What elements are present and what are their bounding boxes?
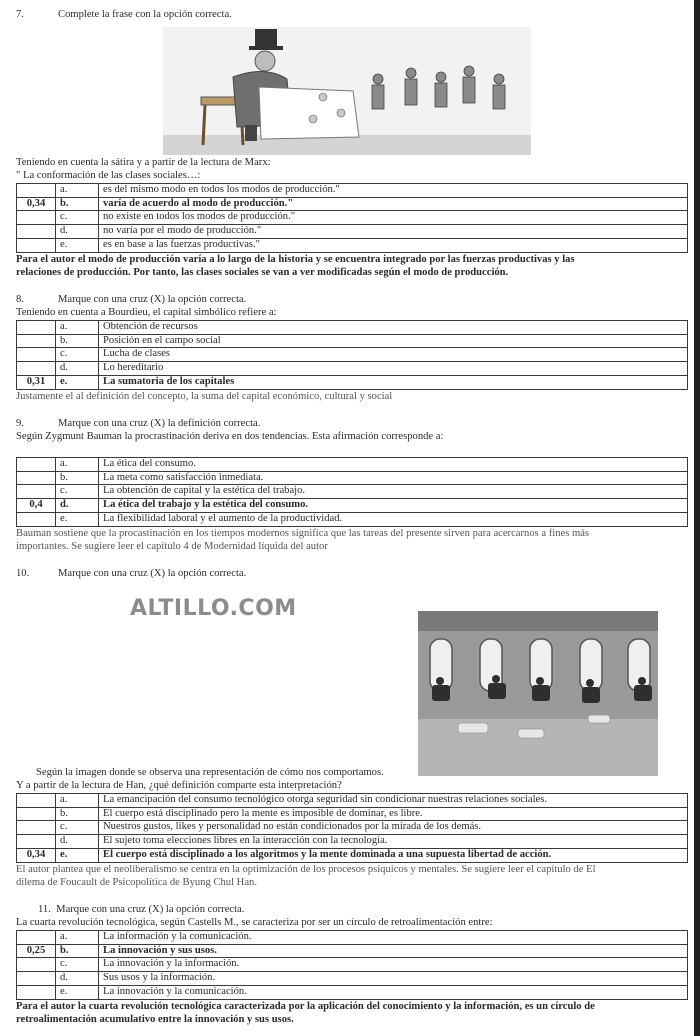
option-letter: d.: [56, 362, 99, 376]
q10-options-table: [16, 793, 688, 863]
option-text: es en base a las fuerzas productivas.": [99, 238, 688, 252]
q7-number: 7.: [16, 9, 24, 20]
option-text: La emancipación del consumo tecnológico otorga seguridad sin condicionar nuestras relaciones sociales.: [99, 794, 688, 808]
option-letter: e.: [56, 375, 99, 389]
option-letter: b.: [56, 334, 99, 348]
option-letter: b.: [56, 944, 99, 958]
option-score: [17, 794, 56, 808]
option-text: La ética del trabajo y la estética del consumo.: [99, 499, 688, 513]
option-letter: a.: [56, 458, 99, 472]
option-text: es del mismo modo en todos los modos de producción.": [99, 184, 688, 198]
option-text: Lo hereditario: [99, 362, 688, 376]
q8-instruction: Marque con una cruz (X) la opción correcta.: [58, 294, 247, 305]
option-letter: e.: [56, 985, 99, 999]
option-text: Sus usos y la información.: [99, 972, 688, 986]
q7-header: [16, 9, 232, 22]
option-row[interactable]: [17, 348, 688, 362]
option-row[interactable]: [17, 958, 688, 972]
option-row-selected[interactable]: [17, 375, 688, 389]
q10-instruction: Marque con una cruz (X) la opción correcta.: [58, 568, 247, 579]
option-letter: a.: [56, 321, 99, 335]
option-score: [17, 972, 56, 986]
q11-options-table: [16, 930, 688, 1000]
option-row[interactable]: [17, 321, 688, 335]
option-text: El sujeto toma elecciones libres en la interacción con la tecnología.: [99, 835, 688, 849]
option-letter: d.: [56, 835, 99, 849]
q11-feedback-line-2: retroalimentación acumulativo entre la innovación y sus usos.: [16, 1014, 294, 1025]
q9-header: [16, 418, 260, 431]
option-text: La sumatoria de los capitales: [99, 375, 688, 389]
option-text: La innovación y la comunicación.: [99, 985, 688, 999]
q8-options-table: [16, 320, 688, 390]
option-letter: b.: [56, 197, 99, 211]
option-score: 0,31: [17, 375, 56, 389]
option-row[interactable]: [17, 985, 688, 999]
q9-context: Según Zygmunt Bauman la procrastinación deriva en dos tendencias. Esta afirmación corresponde a:: [16, 431, 444, 442]
q7-options-table: [16, 183, 688, 253]
option-letter: e.: [56, 848, 99, 862]
option-text: La innovación y sus usos.: [99, 944, 688, 958]
option-row[interactable]: [17, 807, 688, 821]
option-row-selected[interactable]: [17, 197, 688, 211]
option-letter: c.: [56, 821, 99, 835]
option-row[interactable]: [17, 931, 688, 945]
q9-feedback-line-1: Bauman sostiene que la procastinación en los tiempos modernos significa que las tareas del presente sirven para acercarnos a fines más: [16, 528, 590, 539]
option-letter: d.: [56, 972, 99, 986]
marx-satire-illustration: [163, 27, 531, 155]
q11-number: 11.: [38, 904, 51, 915]
q8-number: 8.: [16, 294, 24, 305]
option-row[interactable]: [17, 471, 688, 485]
option-score: 0,34: [17, 197, 56, 211]
q10-feedback-line-1: El autor plantea que el neoliberalismo se centra en la optimización de los procesos psíquicos y mentales. Se sugiere leer el capítulo de El: [16, 864, 596, 875]
option-letter: c.: [56, 211, 99, 225]
option-text: Nuestros gustos, likes y personalidad no están condicionados por la mirada de los demás.: [99, 821, 688, 835]
option-score: [17, 458, 56, 472]
q7-instruction: Complete la frase con la opción correcta.: [58, 9, 232, 20]
option-row[interactable]: [17, 794, 688, 808]
option-row[interactable]: [17, 458, 688, 472]
q9-number: 9.: [16, 418, 24, 429]
option-score: 0,25: [17, 944, 56, 958]
option-score: [17, 512, 56, 526]
option-text: La meta como satisfacción inmediata.: [99, 471, 688, 485]
q11-header: [38, 904, 244, 917]
option-row-selected[interactable]: [17, 499, 688, 513]
option-score: [17, 985, 56, 999]
q7-context: Teniendo en cuenta la sátira y a partir de la lectura de Marx:: [16, 157, 271, 168]
option-score: 0,4: [17, 499, 56, 513]
q9-feedback-line-2: importantes. Se sugiere leer el capítulo 4 de Modernidad líquida del autor: [16, 541, 328, 552]
q7-feedback-line-2: relaciones de producción. Por tanto, las clases sociales se van a ver modificadas según el modo de producción.: [16, 267, 509, 278]
option-score: 0,34: [17, 848, 56, 862]
q10-context: Y a partir de la lectura de Han, ¿qué definición comparte esta interpretación?: [16, 780, 342, 791]
option-text: Obtención de recursos: [99, 321, 688, 335]
option-text: La flexibilidad laboral y el aumento de la productividad.: [99, 512, 688, 526]
q10-image-caption: Según la imagen donde se observa una representación de cómo nos comportamos.: [36, 767, 384, 778]
q11-context: La cuarta revolución tecnológica, según Castells M., se caracteriza por ser un círculo de retroalimentación entre:: [16, 917, 493, 928]
q11-feedback-line-1: Para el autor la cuarta revolución tecnológica caracterizada por la aplicación del conocimiento y la información, es un círculo de: [16, 1001, 595, 1012]
watermark-logo: ALTILLO.COM: [130, 596, 297, 621]
option-score: [17, 931, 56, 945]
q10-header: [16, 568, 246, 581]
option-letter: a.: [56, 794, 99, 808]
option-row-selected[interactable]: [17, 848, 688, 862]
option-text: El cuerpo está disciplinado a los algoritmos y la mente dominada a una supuesta libertad de acción.: [99, 848, 688, 862]
option-text: El cuerpo está disciplinado pero la mente es imposible de dominar, es libre.: [99, 807, 688, 821]
option-text: La innovación y la información.: [99, 958, 688, 972]
q8-context: Teniendo en cuenta a Bourdieu, el capital simbólico refiere a:: [16, 307, 277, 318]
option-letter: c.: [56, 485, 99, 499]
q10-number: 10.: [16, 568, 30, 579]
option-score: [17, 471, 56, 485]
option-row[interactable]: [17, 184, 688, 198]
q7-feedback-line-1: Para el autor el modo de producción varía a lo largo de la historia y se encuentra integrado por las fuerzas productivas y las: [16, 254, 575, 265]
option-row[interactable]: [17, 821, 688, 835]
option-text: La obtención de capital y la estética del trabajo.: [99, 485, 688, 499]
option-score: [17, 348, 56, 362]
option-letter: b.: [56, 807, 99, 821]
option-row[interactable]: [17, 334, 688, 348]
option-row[interactable]: [17, 211, 688, 225]
q8-header: [16, 294, 246, 307]
q8-feedback-line-1: Justamente el al definición del concepto, la suma del capital económico, cultural y social: [16, 391, 393, 402]
option-text: varía de acuerdo al modo de producción.": [99, 197, 688, 211]
option-row[interactable]: [17, 362, 688, 376]
option-score: [17, 362, 56, 376]
option-score: [17, 835, 56, 849]
option-letter: c.: [56, 348, 99, 362]
people-on-train-photo: [418, 611, 658, 776]
option-score: [17, 958, 56, 972]
option-score: [17, 821, 56, 835]
q7-prompt: " La conformación de las clases sociales…:: [16, 170, 201, 181]
option-letter: a.: [56, 931, 99, 945]
option-row[interactable]: [17, 485, 688, 499]
option-score: [17, 807, 56, 821]
option-score: [17, 211, 56, 225]
option-row[interactable]: [17, 972, 688, 986]
option-score: [17, 184, 56, 198]
q9-instruction: Marque con una cruz (X) la definición correcta.: [58, 418, 261, 429]
option-text: no existe en todos los modos de producción.": [99, 211, 688, 225]
option-text: Posición en el campo social: [99, 334, 688, 348]
option-text: no varía por el modo de producción.": [99, 225, 688, 239]
option-score: [17, 225, 56, 239]
option-letter: e.: [56, 238, 99, 252]
q9-options-table: [16, 457, 688, 527]
option-row[interactable]: [17, 238, 688, 252]
option-score: [17, 238, 56, 252]
option-text: Lucha de clases: [99, 348, 688, 362]
option-letter: d.: [56, 225, 99, 239]
option-score: [17, 321, 56, 335]
option-text: La información y la comunicación.: [99, 931, 688, 945]
option-letter: e.: [56, 512, 99, 526]
option-letter: b.: [56, 471, 99, 485]
option-letter: c.: [56, 958, 99, 972]
option-row[interactable]: [17, 835, 688, 849]
option-row[interactable]: [17, 512, 688, 526]
page-edge: [694, 0, 700, 1036]
option-text: La ética del consumo.: [99, 458, 688, 472]
q10-feedback-line-2: dilema de Foucault de Psicopolítica de Byung Chul Han.: [16, 877, 257, 888]
option-row[interactable]: [17, 225, 688, 239]
option-letter: a.: [56, 184, 99, 198]
option-score: [17, 485, 56, 499]
option-row-selected[interactable]: [17, 944, 688, 958]
q11-instruction: Marque con una cruz (X) la opción correcta.: [56, 904, 245, 915]
option-letter: d.: [56, 499, 99, 513]
option-score: [17, 334, 56, 348]
